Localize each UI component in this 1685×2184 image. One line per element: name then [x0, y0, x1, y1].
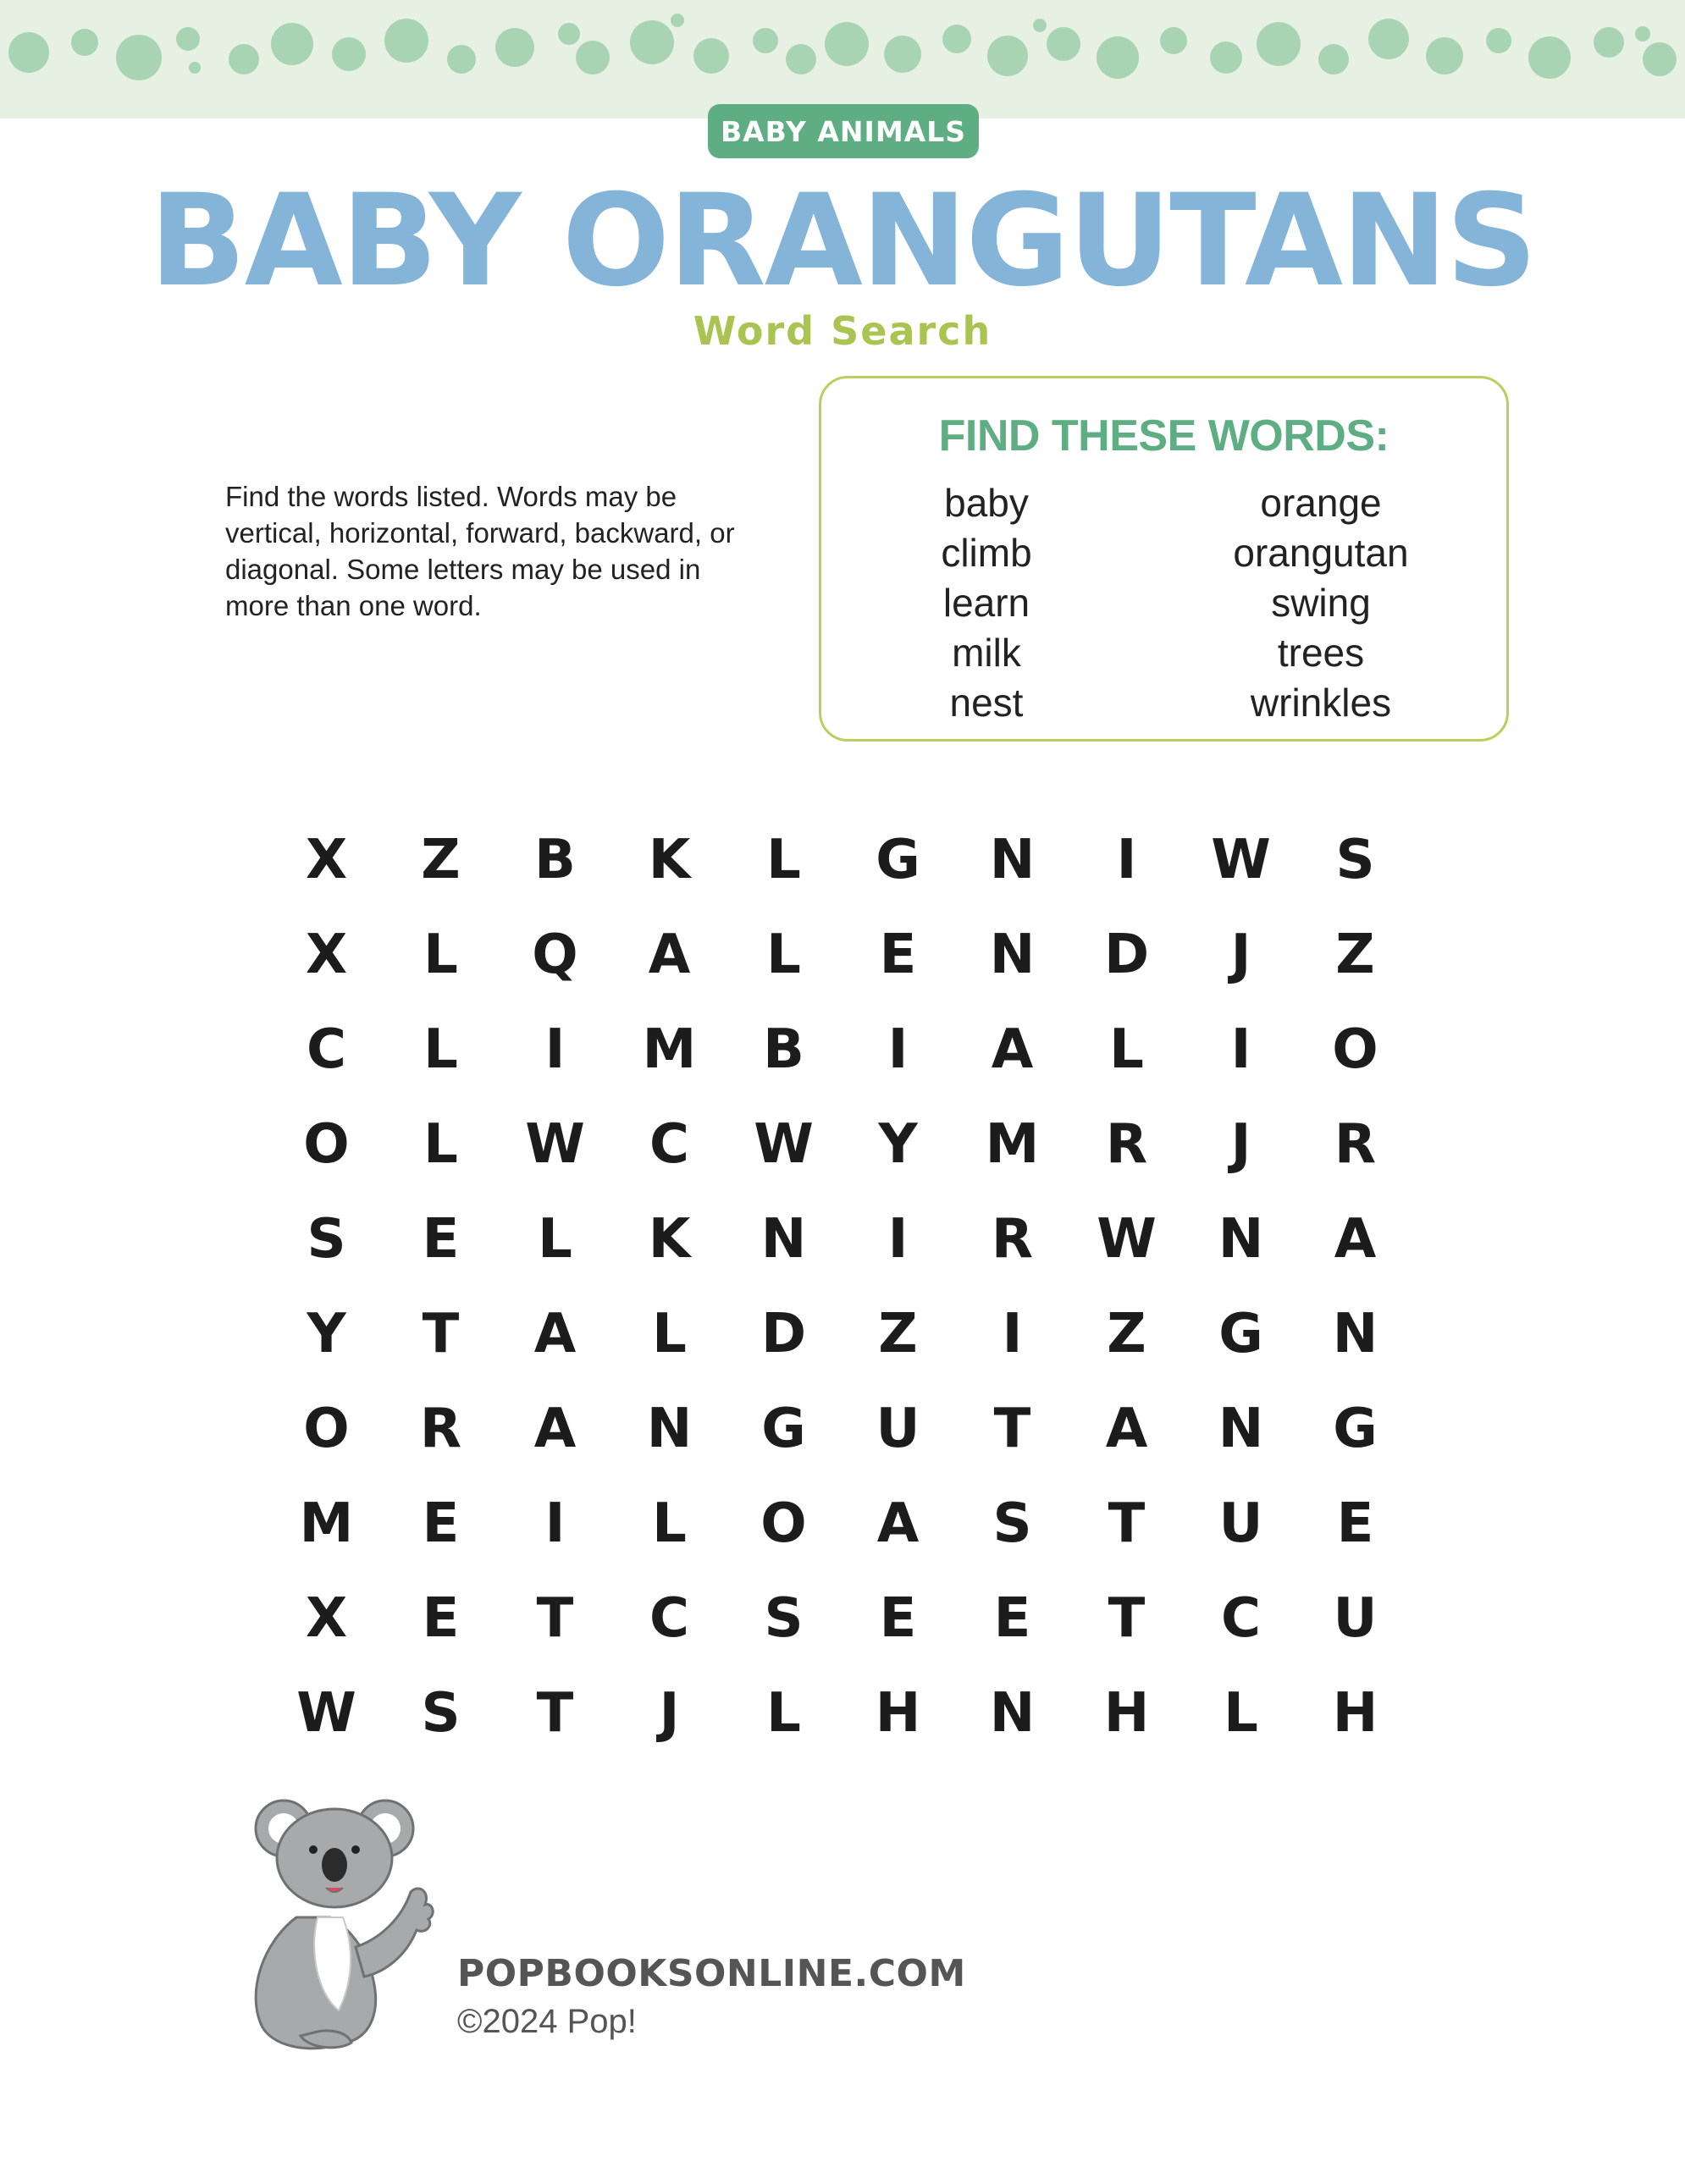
grid-letter: T [422, 1303, 460, 1365]
word-item: climb [941, 531, 1032, 575]
word-item: learn [942, 581, 1030, 625]
grid-letter: E [879, 924, 917, 986]
grid-letter: H [1103, 1682, 1150, 1745]
grid-letter: D [1103, 924, 1150, 986]
grid-letter: R [419, 1398, 462, 1460]
grid-letter: C [1221, 1587, 1261, 1650]
grid-letter: W [1211, 829, 1271, 891]
page-subtitle: Word Search [693, 308, 992, 354]
word-item: swing [1271, 581, 1371, 625]
grid-letter: D [760, 1303, 807, 1365]
grid-letter: L [766, 924, 801, 986]
grid-letter: W [754, 1113, 814, 1176]
grid-letter: T [536, 1682, 574, 1745]
word-search-grid [269, 813, 1412, 1761]
grid-letter: G [761, 1398, 806, 1460]
word-item: orangutan [1233, 531, 1409, 575]
grid-letter: H [875, 1682, 921, 1745]
grid-letter: I [544, 1018, 566, 1081]
grid-letter: C [307, 1018, 346, 1081]
grid-letter: E [422, 1587, 460, 1650]
grid-letter: K [648, 829, 691, 891]
grid-letter: O [1332, 1018, 1378, 1081]
grid-letter: C [649, 1113, 689, 1176]
grid-letter: X [305, 829, 348, 891]
grid-letter: N [760, 1208, 807, 1271]
grid-letter: R [1334, 1113, 1377, 1176]
grid-letter: I [1116, 829, 1137, 891]
word-list-box [819, 376, 1509, 742]
grid-letter: L [423, 924, 458, 986]
website-url: POPBOOKSONLINE.COM [457, 1952, 966, 1995]
grid-letter: W [296, 1682, 356, 1745]
grid-letter: T [1108, 1492, 1146, 1555]
grid-letter: S [1335, 829, 1375, 891]
grid-letter: L [652, 1492, 687, 1555]
word-list-heading: FIND THESE WORDS: [938, 411, 1389, 461]
copyright-text: ©2024 Pop! [457, 2003, 637, 2040]
grid-letter: Z [878, 1303, 918, 1365]
grid-letter: E [1336, 1492, 1374, 1555]
grid-letter: E [879, 1587, 917, 1650]
grid-letter: A [1334, 1208, 1377, 1271]
grid-letter: H [1332, 1682, 1378, 1745]
grid-letter: N [989, 924, 1036, 986]
grid-letter: W [525, 1113, 585, 1176]
grid-letter: T [536, 1587, 574, 1650]
grid-letter: G [1218, 1303, 1263, 1365]
grid-letter: L [423, 1018, 458, 1081]
grid-letter: I [1002, 1303, 1023, 1365]
grid-letter: R [991, 1208, 1034, 1271]
grid-letter: O [760, 1492, 807, 1555]
grid-letter: N [1332, 1303, 1378, 1365]
grid-letter: S [421, 1682, 461, 1745]
grid-letter: N [1218, 1208, 1264, 1271]
grid-letter: Z [1335, 924, 1375, 986]
grid-letter: W [1097, 1208, 1157, 1271]
grid-letter: I [887, 1208, 909, 1271]
grid-letter: M [642, 1018, 697, 1081]
decorative-dot-band [0, 0, 1685, 119]
grid-letter: E [422, 1208, 460, 1271]
grid-letter: U [876, 1398, 920, 1460]
grid-letter: Y [307, 1303, 346, 1365]
grid-letter: G [876, 829, 920, 891]
grid-letter: Z [1107, 1303, 1146, 1365]
page-title: BABY ORANGUTANS [149, 168, 1536, 315]
grid-letter: S [764, 1587, 804, 1650]
grid-letter: L [652, 1303, 687, 1365]
category-badge: BABY ANIMALS [708, 104, 979, 158]
grid-letter: N [989, 829, 1036, 891]
grid-letter: A [991, 1018, 1034, 1081]
grid-letter: X [305, 924, 348, 986]
grid-letter: S [307, 1208, 346, 1271]
grid-letter: S [992, 1492, 1032, 1555]
grid-letter: N [989, 1682, 1036, 1745]
grid-letter: A [876, 1492, 920, 1555]
grid-letter: U [1333, 1587, 1378, 1650]
grid-letter: E [993, 1587, 1031, 1650]
grid-letter: T [1108, 1587, 1146, 1650]
grid-letter: Y [878, 1113, 918, 1176]
word-item: trees [1277, 631, 1365, 675]
koala-icon [237, 1790, 466, 2057]
grid-letter: J [1230, 1113, 1251, 1176]
grid-letter: G [1333, 1398, 1378, 1460]
grid-letter: L [766, 829, 801, 891]
grid-letter: L [1224, 1682, 1258, 1745]
grid-letter: K [648, 1208, 691, 1271]
grid-letter: O [303, 1113, 350, 1176]
grid-letter: L [766, 1682, 801, 1745]
grid-letter: Z [421, 829, 461, 891]
word-list-right-column [1177, 478, 1465, 728]
word-item: baby [944, 481, 1029, 525]
word-list-left-column [872, 478, 1101, 728]
grid-letter: I [887, 1018, 909, 1081]
grid-letter: B [534, 829, 576, 891]
grid-letter: L [1109, 1018, 1144, 1081]
grid-letter: L [423, 1113, 458, 1176]
grid-letter: E [422, 1492, 460, 1555]
grid-letter: J [1230, 924, 1251, 986]
word-item: orange [1260, 481, 1382, 525]
grid-letter: X [305, 1587, 348, 1650]
grid-letter: U [1218, 1492, 1263, 1555]
grid-letter: A [533, 1398, 577, 1460]
word-item: nest [949, 681, 1024, 725]
grid-letter: I [1230, 1018, 1251, 1081]
grid-letter: L [538, 1208, 572, 1271]
grid-letter: A [648, 924, 691, 986]
grid-letter: M [299, 1492, 354, 1555]
grid-letter: A [1105, 1398, 1148, 1460]
grid-letter: B [763, 1018, 804, 1081]
instructions-text: Find the words listed. Words may be vertical, horizontal, forward, backward, or diagonal. Some letters may be used in more than one word. [225, 481, 735, 621]
grid-letter: T [993, 1398, 1031, 1460]
grid-letter: M [985, 1113, 1040, 1176]
grid-letter: J [659, 1682, 680, 1745]
word-item: wrinkles [1250, 681, 1392, 725]
grid-letter: C [649, 1587, 689, 1650]
grid-letter: A [533, 1303, 577, 1365]
grid-letter: R [1105, 1113, 1148, 1176]
grid-letter: N [1218, 1398, 1264, 1460]
grid-letter: I [544, 1492, 566, 1555]
word-item: milk [952, 631, 1021, 675]
grid-letter: Q [532, 924, 578, 986]
grid-letter: N [646, 1398, 693, 1460]
grid-letter: O [303, 1398, 350, 1460]
